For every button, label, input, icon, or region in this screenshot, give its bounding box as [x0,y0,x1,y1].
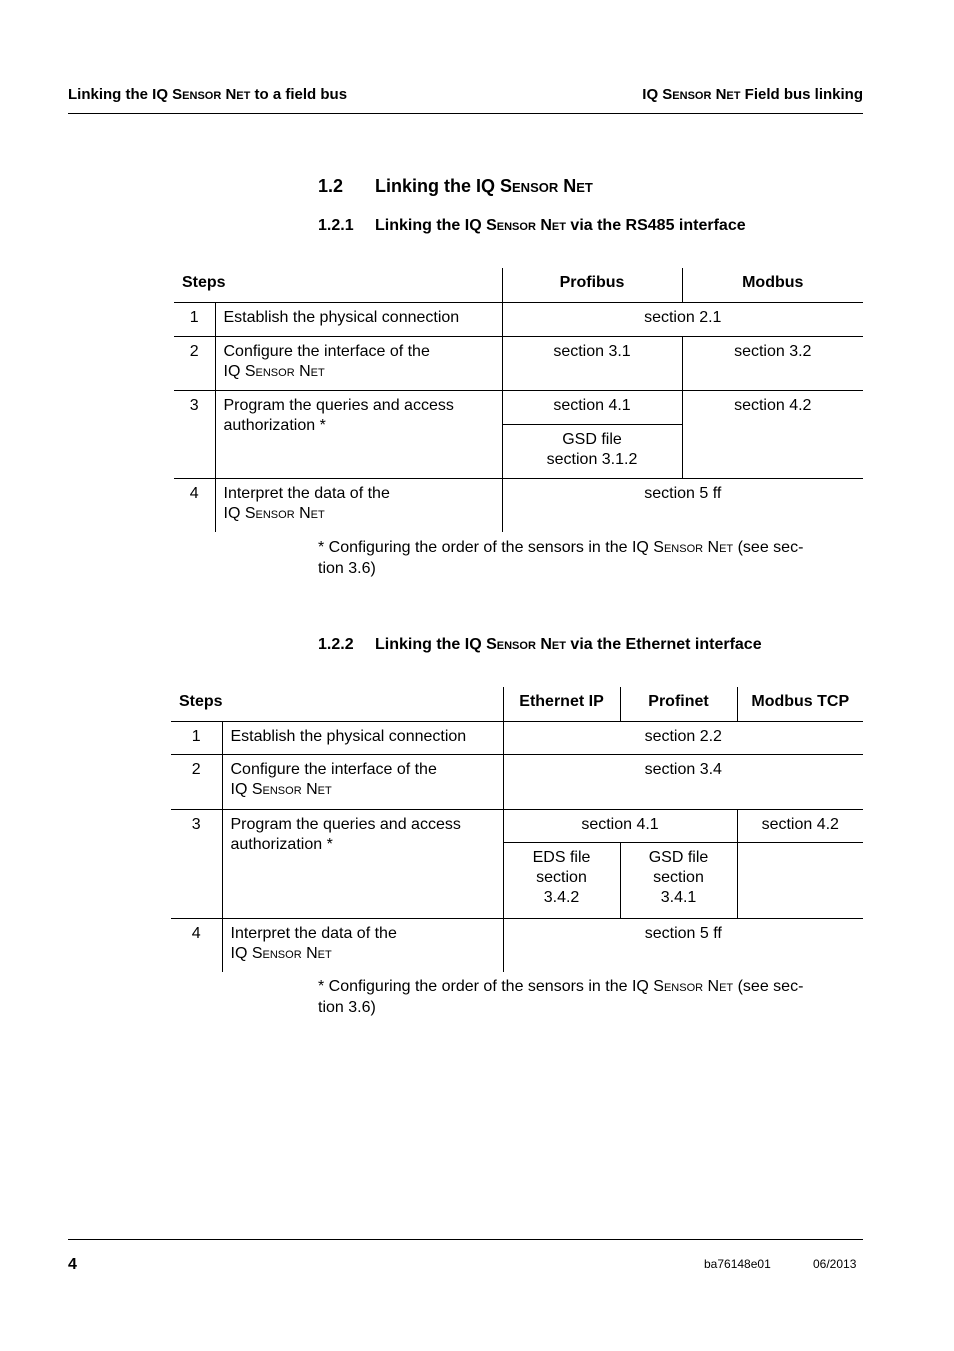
step-number: 2 [174,336,215,390]
column-header-profinet: Profinet [620,687,737,721]
header-rule [68,113,863,114]
column-header-modbus: Modbus [682,268,863,302]
table-row [174,390,863,424]
ethernet-steps-table [171,687,863,972]
empty-cell [737,842,863,918]
section-reference: section 4.1 [502,390,682,424]
step-number: 4 [171,918,222,972]
table-row [174,302,863,336]
table-row [171,721,863,754]
footer-rule [68,1239,863,1240]
table-header-row [171,687,863,721]
section-heading-1-2: 1.2 Linking the IQ Sensor Net [318,176,593,196]
document-id: ba76148e01 [704,1257,771,1271]
step-description: Establish the physical connection [222,721,503,754]
section-reference: section 4.1 [503,809,737,842]
header-right: IQ Sensor Net Field bus linking [642,86,863,103]
section-reference: section 2.2 [503,721,863,754]
table-row [171,754,863,809]
column-header-modbus-tcp: Modbus TCP [737,687,863,721]
step-description: Program the queries and access authorization * [215,390,502,478]
step-number: 1 [171,721,222,754]
step-number: 1 [174,302,215,336]
step-description: Configure the interface of the IQ Sensor Net [222,754,503,809]
section-reference: section 5 ff [502,478,863,532]
step-description: Interpret the data of the IQ Sensor Net [222,918,503,972]
column-header-ethernet-ip: Ethernet IP [503,687,620,721]
table-row [171,918,863,972]
gsd-file-reference: GSD file section 3.4.1 [620,842,737,918]
step-number: 3 [171,809,222,918]
step-description: Establish the physical connection [215,302,502,336]
gsd-file-reference: GSD file section 3.1.2 [502,424,682,478]
step-description: Program the queries and access authorization * [222,809,503,918]
eds-file-reference: EDS file section 3.4.2 [503,842,620,918]
column-header-steps: Steps [182,274,226,291]
running-header [68,86,863,103]
section-reference: section 4.2 [737,809,863,842]
step-number: 3 [174,390,215,478]
table-row [174,336,863,390]
step-number: 2 [171,754,222,809]
section-reference: section 3.2 [682,336,863,390]
table-header-row [174,268,863,302]
section-reference: section 5 ff [503,918,863,972]
rs485-steps-table [174,268,863,532]
column-header-profibus: Profibus [502,268,682,302]
column-header-steps: Steps [179,693,223,710]
section-heading-1-2-2: 1.2.2 Linking the IQ Sensor Net via the Ethernet interface [318,636,762,653]
step-description: Interpret the data of the IQ Sensor Net [215,478,502,532]
page-number: 4 [68,1256,77,1273]
header-left: Linking the IQ Sensor Net to a field bus [68,86,348,103]
section-heading-1-2-1: 1.2.1 Linking the IQ Sensor Net via the RS485 interface [318,217,746,234]
step-number: 4 [174,478,215,532]
document-date: 06/2013 [813,1257,857,1271]
step-description: Configure the interface of the IQ Sensor Net [215,336,502,390]
section-reference: section 3.4 [503,754,863,809]
section-reference: section 3.1 [502,336,682,390]
table-row [171,809,863,842]
footnote: * Configuring the order of the sensors in the IQ Sensor Net (see sec- tion 3.6) [318,539,804,577]
table-row [174,478,863,532]
section-reference: section 2.1 [502,302,863,336]
footnote: * Configuring the order of the sensors in the IQ Sensor Net (see sec- tion 3.6) [318,978,804,1016]
section-reference: section 4.2 [682,390,863,478]
